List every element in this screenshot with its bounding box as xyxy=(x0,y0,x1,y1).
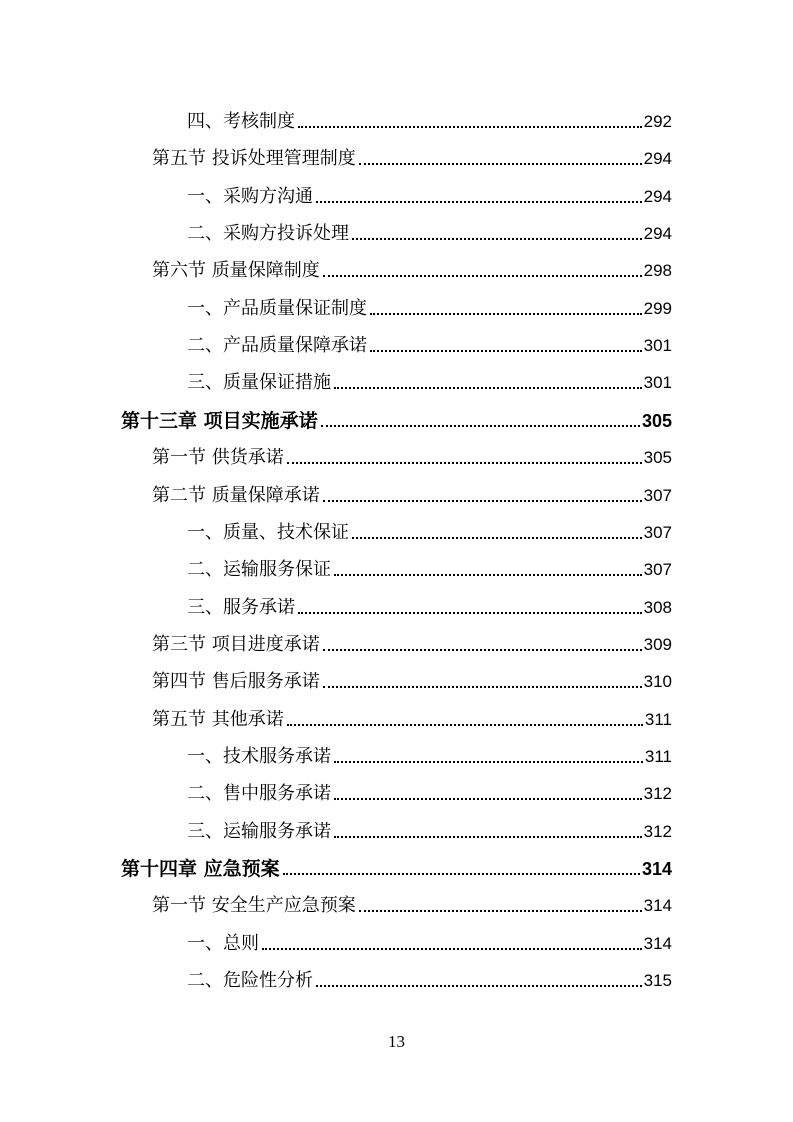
toc-dot-leader xyxy=(287,724,643,726)
toc-entry-page: 314 xyxy=(641,859,672,879)
toc-section-entry xyxy=(152,887,672,917)
toc-entry-title: 第一节 供货承诺 xyxy=(152,447,284,469)
toc-entry-title: 二、运输服务保证 xyxy=(187,559,331,581)
toc-dot-leader xyxy=(283,873,640,875)
toc-entry-page: 294 xyxy=(643,224,672,244)
toc-entry-title: 三、运输服务承诺 xyxy=(187,820,331,842)
toc-entry-page: 307 xyxy=(643,522,672,542)
toc-subsection-entry xyxy=(187,327,672,357)
toc-entry-page: 314 xyxy=(643,896,672,916)
toc-dot-leader xyxy=(334,798,642,800)
toc-entry-title: 第三节 项目进度承诺 xyxy=(152,633,320,655)
toc-entry-title: 第五节 投诉处理管理制度 xyxy=(152,148,356,170)
toc-entry-title: 第一节 安全生产应急预案 xyxy=(152,895,356,917)
toc-subsection-entry xyxy=(187,925,672,955)
toc-dot-leader xyxy=(323,686,642,688)
toc-entry-page: 294 xyxy=(643,149,672,169)
toc-entry-page: 301 xyxy=(643,336,672,356)
toc-entry-title: 三、质量保证措施 xyxy=(187,372,331,394)
toc-subsection-entry xyxy=(187,813,672,843)
toc-subsection-entry xyxy=(187,364,672,394)
toc-entry-page: 311 xyxy=(644,709,672,729)
toc-entry-page: 292 xyxy=(643,112,672,131)
toc-entry-page: 307 xyxy=(643,485,672,505)
toc-subsection-entry xyxy=(187,589,672,619)
toc-section-entry xyxy=(152,701,672,731)
toc-subsection-entry xyxy=(187,551,672,581)
toc-subsection-entry xyxy=(187,215,672,245)
toc-dot-leader xyxy=(321,425,640,427)
toc-section-entry xyxy=(152,663,672,693)
toc-section-entry xyxy=(152,140,672,170)
toc-subsection-entry xyxy=(187,738,672,768)
toc-entry-title: 二、产品质量保障承诺 xyxy=(187,335,367,357)
toc-chapter-entry xyxy=(121,850,672,880)
toc-entry-title: 二、采购方投诉处理 xyxy=(187,223,349,245)
toc-dot-leader xyxy=(298,126,642,128)
toc-entry-title: 三、服务承诺 xyxy=(187,596,295,618)
toc-section-entry xyxy=(152,477,672,507)
toc-entry-page: 305 xyxy=(641,410,672,431)
toc-entry-title: 一、技术服务承诺 xyxy=(187,745,331,767)
toc-dot-leader xyxy=(334,387,642,389)
toc-section-entry xyxy=(152,626,672,656)
toc-entry-title: 二、危险性分析 xyxy=(187,970,313,992)
toc-dot-leader xyxy=(316,985,642,987)
toc-entry-page: 294 xyxy=(643,186,672,206)
toc-subsection-entry xyxy=(187,178,672,208)
toc-entry-title: 二、售中服务承诺 xyxy=(187,783,331,805)
toc-chapter-entry xyxy=(121,402,672,432)
toc-section-entry xyxy=(152,439,672,469)
toc-entry-title: 四、考核制度 xyxy=(187,111,295,132)
page-number: 13 xyxy=(388,1032,405,1051)
toc-entry-title: 第五节 其他承诺 xyxy=(152,708,284,730)
toc-entry-page: 298 xyxy=(643,261,672,281)
toc-entry-page: 308 xyxy=(643,597,672,617)
toc-dot-leader xyxy=(359,910,642,912)
toc-subsection-entry xyxy=(187,962,672,992)
toc-dot-leader xyxy=(352,238,642,240)
toc-entry-page: 314 xyxy=(643,933,672,953)
toc-dot-leader xyxy=(352,537,642,539)
toc-dot-leader xyxy=(298,612,642,614)
toc-dot-leader xyxy=(323,649,642,651)
toc-dot-leader xyxy=(262,948,642,950)
toc-dot-leader xyxy=(316,201,642,203)
toc-dot-leader xyxy=(334,761,643,763)
toc-entry-page: 311 xyxy=(644,746,672,766)
toc-entry-page: 312 xyxy=(643,821,672,841)
toc-subsection-entry xyxy=(187,775,672,805)
toc-entry-title: 第六节 质量保障制度 xyxy=(152,260,320,282)
toc-dot-leader xyxy=(370,350,642,352)
toc-entry-title: 一、质量、技术保证 xyxy=(187,521,349,543)
toc-entry-title: 一、产品质量保证制度 xyxy=(187,297,367,319)
toc-subsection-entry xyxy=(187,103,672,133)
toc-entry-title: 一、总则 xyxy=(187,932,259,954)
toc-entry-title: 第十三章 项目实施承诺 xyxy=(121,409,318,432)
toc-section-entry xyxy=(152,252,672,282)
toc-dot-leader xyxy=(323,500,642,502)
toc-entry-title: 第二节 质量保障承诺 xyxy=(152,484,320,506)
toc-dot-leader xyxy=(334,836,642,838)
toc-entry-title: 第四节 售后服务承诺 xyxy=(152,671,320,693)
toc-entry-page: 305 xyxy=(643,448,672,468)
toc-dot-leader xyxy=(334,574,642,576)
toc-subsection-entry xyxy=(187,514,672,544)
toc-entry-title: 一、采购方沟通 xyxy=(187,185,313,207)
toc-entry-page: 301 xyxy=(643,373,672,393)
toc-entry-page: 310 xyxy=(643,672,672,692)
toc-entry-title: 第十四章 应急预案 xyxy=(121,858,280,880)
toc-dot-leader xyxy=(359,163,642,165)
toc-entry-page: 307 xyxy=(643,560,672,580)
toc-entry-page: 309 xyxy=(643,634,672,654)
toc-dot-leader xyxy=(323,275,642,277)
toc-dot-leader xyxy=(370,313,642,315)
toc-entry-page: 315 xyxy=(643,971,672,991)
toc-entry-page: 312 xyxy=(643,784,672,804)
toc-dot-leader xyxy=(287,462,642,464)
toc-entry-page: 299 xyxy=(643,298,672,318)
toc-subsection-entry xyxy=(187,290,672,320)
